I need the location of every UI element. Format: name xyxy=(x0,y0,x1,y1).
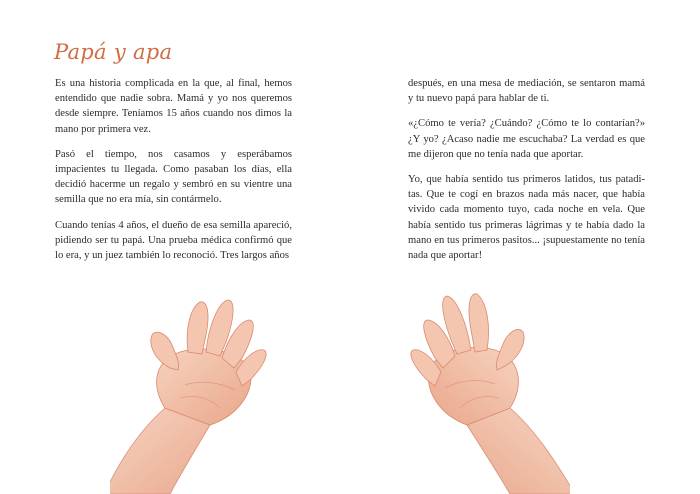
paragraph: Cuando tenías 4 años, el dueño de esa semilla apareció, pidiendo ser tu papá. Una prueba médica confirmó que lo era, y un juez también lo reconoció. Tres largos años xyxy=(55,219,292,262)
paragraph: Pasó el tiempo, nos casamos y esperábamos impacientes tu llegada. Como pasaban los días, ella decidió hacerme un regalo y sembró en su vientre una semilla que no era mía, sin contármelo. xyxy=(55,148,292,206)
paragraph: Es una historia complicada en la que, al final, hemos entendido que nadie sobra. Mamá y yo nos queremos desde siempre. Teníamos 15 años cuando nos dimos la mano por primera vez. xyxy=(55,78,292,135)
paragraph: después, en una mesa de mediación, se sentaron mamá y tu nuevo papá para hablar de ti. xyxy=(408,78,645,105)
left-hand-icon xyxy=(110,290,280,494)
right-hand-icon xyxy=(395,280,570,494)
paragraph: «¿Cómo te vería? ¿Cuándo? ¿Cómo te lo contarían?» ¿Y yo? ¿Acaso nadie me escuchaba? La verdad es que me dijeron que no tenía nada que aportar. xyxy=(408,118,645,160)
page-title: Papá y apa xyxy=(54,40,173,64)
right-text-column xyxy=(408,76,645,273)
left-text-column xyxy=(55,76,292,273)
paragraph: Yo, que había sentido tus primeros latidos, tus pataditas. Que te cogí en brazos nada más nacer, que había vivido cada momento tuyo, cada noche en vela. Que había sentido tus primeras lágrimas y te había dado la mano en tus primeros pasitos... ¡supuestamente no tenía nada que aportar! xyxy=(408,174,645,262)
